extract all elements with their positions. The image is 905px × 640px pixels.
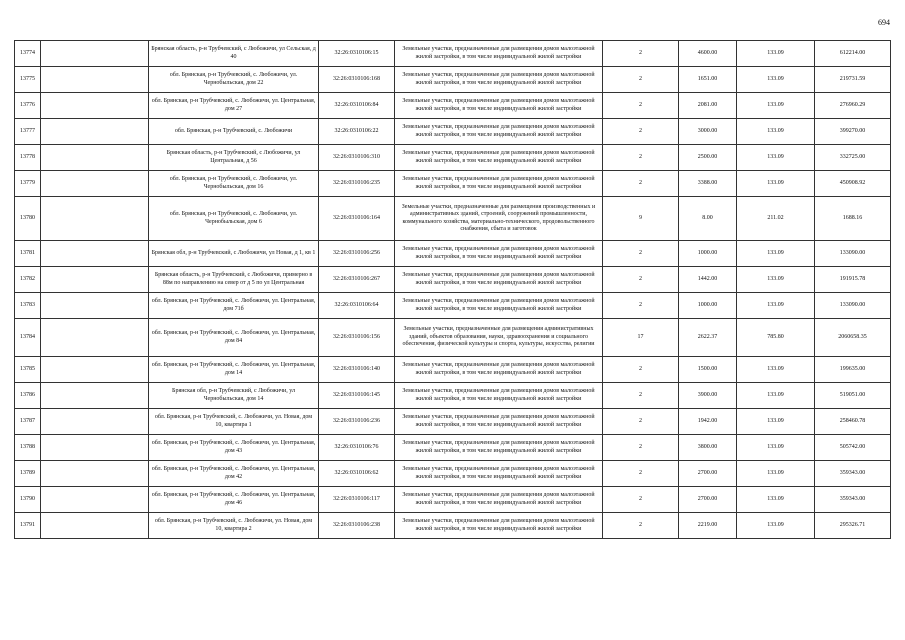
address-cell: обл. Брянская, р-н Трубчевский, с. Любожичи, ул. Чернобыльская, дом 16: [149, 171, 319, 197]
specific-value-cell: 133.09: [737, 267, 815, 293]
cadastral-number-cell: 32:26:0310106:76: [319, 435, 395, 461]
address-cell: Брянская область, р-н Трубчевский, с Любожичи, ул Центральная, д 56: [149, 145, 319, 171]
cadastral-number-cell: 32:26:0310106:310: [319, 145, 395, 171]
land-use-cell: Земельные участки, предназначенные для размещения домов малоэтажной жилой застройки, в том числе индивидуальной жилой застройки: [395, 487, 603, 513]
category-code-cell: 2: [603, 267, 679, 293]
cadastral-number-cell: 32:26:0310106:84: [319, 93, 395, 119]
empty-cell: [41, 41, 149, 67]
table-row: [15, 119, 891, 145]
table-row: [15, 357, 891, 383]
cadastral-value-cell: 359343.00: [815, 487, 891, 513]
table-row: [15, 487, 891, 513]
specific-value-cell: 133.09: [737, 357, 815, 383]
cadastral-value-cell: 133090.00: [815, 241, 891, 267]
category-code-cell: 2: [603, 435, 679, 461]
area-cell: 2219.00: [679, 513, 737, 539]
cadastral-number-cell: 32:26:0310106:62: [319, 461, 395, 487]
row-number: 13782: [15, 267, 41, 293]
row-number: 13789: [15, 461, 41, 487]
cadastral-value-cell: 219731.59: [815, 67, 891, 93]
land-use-cell: Земельные участки, предназначенные для размещения домов малоэтажной жилой застройки, в том числе индивидуальной жилой застройки: [395, 145, 603, 171]
cadastral-number-cell: 32:26:0310106:22: [319, 119, 395, 145]
address-cell: Брянская обл, р-н Трубчевский, с Любожичи, ул Новая, д 1, кв 1: [149, 241, 319, 267]
empty-cell: [41, 319, 149, 357]
table-row: [15, 513, 891, 539]
land-use-cell: Земельные участки, предназначенные для размещения домов малоэтажной жилой застройки, в том числе индивидуальной жилой застройки: [395, 383, 603, 409]
category-code-cell: 2: [603, 409, 679, 435]
address-cell: обл. Брянская, р-н Трубчевский, с. Любожичи, ул. Центральная, дом 84: [149, 319, 319, 357]
empty-cell: [41, 119, 149, 145]
category-code-cell: 2: [603, 171, 679, 197]
row-number: 13784: [15, 319, 41, 357]
land-use-cell: Земельные участки, предназначенные для размещения административных зданий, объектов образования, науки, здравоохранения и социального обеспечения, физической культуры и спорта, культуры, искусства, религии: [395, 319, 603, 357]
category-code-cell: 2: [603, 293, 679, 319]
cadastral-value-cell: 1688.16: [815, 197, 891, 241]
address-cell: обл. Брянская, р-н Трубчевский, с. Любожичи, ул. Чернобыльская, дом 22: [149, 67, 319, 93]
specific-value-cell: 133.09: [737, 293, 815, 319]
address-cell: обл. Брянская, р-н Трубчевский, с. Любожичи, ул. Центральная, дом 43: [149, 435, 319, 461]
cadastral-value-cell: 519051.00: [815, 383, 891, 409]
row-number: 13785: [15, 357, 41, 383]
land-registry-table: [14, 40, 891, 539]
empty-cell: [41, 93, 149, 119]
category-code-cell: 2: [603, 513, 679, 539]
cadastral-number-cell: 32:26:0310106:64: [319, 293, 395, 319]
empty-cell: [41, 241, 149, 267]
table-row: [15, 409, 891, 435]
address-cell: обл. Брянская, р-н Трубчевский, с. Любожичи, ул. Новая, дом 10, квартира 1: [149, 409, 319, 435]
cadastral-value-cell: 450908.92: [815, 171, 891, 197]
land-use-cell: Земельные участки, предназначенные для размещения домов малоэтажной жилой застройки, в том числе индивидуальной жилой застройки: [395, 119, 603, 145]
cadastral-number-cell: 32:26:0310106:156: [319, 319, 395, 357]
empty-cell: [41, 409, 149, 435]
land-use-cell: Земельные участки, предназначенные для размещения домов малоэтажной жилой застройки, в том числе индивидуальной жилой застройки: [395, 409, 603, 435]
address-cell: Брянская обл, р-н Трубчевский, с Любожичи, ул Чернобыльская, дом 14: [149, 383, 319, 409]
area-cell: 2622.37: [679, 319, 737, 357]
table-row: [15, 383, 891, 409]
cadastral-value-cell: 505742.00: [815, 435, 891, 461]
address-cell: обл. Брянская, р-н Трубчевский, с. Любожичи, ул. Центральная, дом 46: [149, 487, 319, 513]
address-cell: обл. Брянская, р-н Трубчевский, с. Любожичи, ул. Центральная, дом 42: [149, 461, 319, 487]
category-code-cell: 9: [603, 197, 679, 241]
empty-cell: [41, 267, 149, 293]
cadastral-value-cell: 133090.00: [815, 293, 891, 319]
area-cell: 3388.00: [679, 171, 737, 197]
specific-value-cell: 133.09: [737, 241, 815, 267]
table-row: [15, 293, 891, 319]
land-use-cell: Земельные участки, предназначенные для размещения домов малоэтажной жилой застройки, в том числе индивидуальной жилой застройки: [395, 93, 603, 119]
address-cell: обл. Брянская, р-н Трубчевский, с. Любожичи, ул. Новая, дом 10, квартира 2: [149, 513, 319, 539]
cadastral-number-cell: 32:26:0310106:15: [319, 41, 395, 67]
land-use-cell: Земельные участки, предназначенные для размещения домов малоэтажной жилой застройки, в том числе индивидуальной жилой застройки: [395, 461, 603, 487]
address-cell: Брянская область, р-н Трубчевский, с Любожичи, примерно в 88м по направлению на север от д 5 по ул Центральная: [149, 267, 319, 293]
land-use-cell: Земельные участки, предназначенные для размещения домов малоэтажной жилой застройки, в том числе индивидуальной жилой застройки: [395, 513, 603, 539]
land-use-cell: Земельные участки, предназначенные для размещения домов малоэтажной жилой застройки, в том числе индивидуальной жилой застройки: [395, 41, 603, 67]
row-number: 13788: [15, 435, 41, 461]
specific-value-cell: 133.09: [737, 119, 815, 145]
row-number: 13776: [15, 93, 41, 119]
cadastral-number-cell: 32:26:0310106:235: [319, 171, 395, 197]
empty-cell: [41, 67, 149, 93]
land-use-cell: Земельные участки, предназначенные для размещения домов малоэтажной жилой застройки, в том числе индивидуальной жилой застройки: [395, 267, 603, 293]
empty-cell: [41, 197, 149, 241]
land-use-cell: Земельные участки, предназначенные для размещения домов малоэтажной жилой застройки, в том числе индивидуальной жилой застройки: [395, 435, 603, 461]
category-code-cell: 2: [603, 67, 679, 93]
specific-value-cell: 133.09: [737, 487, 815, 513]
cadastral-value-cell: 276960.29: [815, 93, 891, 119]
area-cell: 2500.00: [679, 145, 737, 171]
cadastral-number-cell: 32:26:0310106:267: [319, 267, 395, 293]
row-number: 13777: [15, 119, 41, 145]
row-number: 13786: [15, 383, 41, 409]
category-code-cell: 2: [603, 119, 679, 145]
cadastral-number-cell: 32:26:0310106:164: [319, 197, 395, 241]
category-code-cell: 2: [603, 487, 679, 513]
page-number: 694: [878, 18, 890, 27]
cadastral-number-cell: 32:26:0310106:256: [319, 241, 395, 267]
address-cell: обл. Брянская, р-н Трубчевский, с. Любожичи: [149, 119, 319, 145]
address-cell: обл. Брянская, р-н Трубчевский, с. Любожичи, ул. Центральная, дом 71б: [149, 293, 319, 319]
land-use-cell: Земельные участки, предназначенные для размещения домов малоэтажной жилой застройки, в том числе индивидуальной жилой застройки: [395, 241, 603, 267]
land-use-cell: Земельные участки, предназначенные для размещения домов малоэтажной жилой застройки, в том числе индивидуальной жилой застройки: [395, 171, 603, 197]
table-row: [15, 197, 891, 241]
empty-cell: [41, 435, 149, 461]
empty-cell: [41, 461, 149, 487]
cadastral-value-cell: 399270.00: [815, 119, 891, 145]
specific-value-cell: 133.09: [737, 93, 815, 119]
area-cell: 1942.00: [679, 409, 737, 435]
cadastral-value-cell: 191915.78: [815, 267, 891, 293]
category-code-cell: 17: [603, 319, 679, 357]
row-number: 13790: [15, 487, 41, 513]
specific-value-cell: 211.02: [737, 197, 815, 241]
empty-cell: [41, 487, 149, 513]
table-row: [15, 461, 891, 487]
area-cell: 1000.00: [679, 241, 737, 267]
land-use-cell: Земельные участки, предназначенные для размещения домов малоэтажной жилой застройки, в том числе индивидуальной жилой застройки: [395, 67, 603, 93]
address-cell: обл. Брянская, р-н Трубчевский, с. Любожичи, ул. Центральная, дом 14: [149, 357, 319, 383]
land-use-cell: Земельные участки, предназначенные для размещения производственных и административных зданий, строений, сооружений промышленности, коммунального хозяйства, материально-технического, продовольственного снабжения, сбыта и заготовок: [395, 197, 603, 241]
area-cell: 2700.00: [679, 487, 737, 513]
table-row: [15, 267, 891, 293]
area-cell: 1442.00: [679, 267, 737, 293]
empty-cell: [41, 293, 149, 319]
land-use-cell: Земельные участки, предназначенные для размещения домов малоэтажной жилой застройки, в том числе индивидуальной жилой застройки: [395, 357, 603, 383]
empty-cell: [41, 383, 149, 409]
cadastral-number-cell: 32:26:0310106:168: [319, 67, 395, 93]
specific-value-cell: 133.09: [737, 461, 815, 487]
category-code-cell: 2: [603, 93, 679, 119]
specific-value-cell: 133.09: [737, 171, 815, 197]
area-cell: 1000.00: [679, 293, 737, 319]
cadastral-number-cell: 32:26:0310106:117: [319, 487, 395, 513]
land-use-cell: Земельные участки, предназначенные для размещения домов малоэтажной жилой застройки, в том числе индивидуальной жилой застройки: [395, 293, 603, 319]
row-number: 13780: [15, 197, 41, 241]
row-number: 13774: [15, 41, 41, 67]
table-row: [15, 171, 891, 197]
address-cell: обл. Брянская, р-н Трубчевский, с. Любожичи, ул. Чернобыльская, дом 6: [149, 197, 319, 241]
specific-value-cell: 785.80: [737, 319, 815, 357]
table-row: [15, 241, 891, 267]
area-cell: 2700.00: [679, 461, 737, 487]
specific-value-cell: 133.09: [737, 513, 815, 539]
area-cell: 4600.00: [679, 41, 737, 67]
specific-value-cell: 133.09: [737, 383, 815, 409]
specific-value-cell: 133.09: [737, 435, 815, 461]
empty-cell: [41, 145, 149, 171]
cadastral-value-cell: 295326.71: [815, 513, 891, 539]
specific-value-cell: 133.09: [737, 41, 815, 67]
table-row: [15, 67, 891, 93]
table-row: [15, 435, 891, 461]
row-number: 13791: [15, 513, 41, 539]
table-row: [15, 93, 891, 119]
empty-cell: [41, 513, 149, 539]
area-cell: 3000.00: [679, 119, 737, 145]
area-cell: 2081.00: [679, 93, 737, 119]
table-row: [15, 41, 891, 67]
row-number: 13778: [15, 145, 41, 171]
category-code-cell: 2: [603, 357, 679, 383]
category-code-cell: 2: [603, 241, 679, 267]
category-code-cell: 2: [603, 145, 679, 171]
specific-value-cell: 133.09: [737, 145, 815, 171]
cadastral-number-cell: 32:26:0310106:145: [319, 383, 395, 409]
row-number: 13787: [15, 409, 41, 435]
row-number: 13775: [15, 67, 41, 93]
cadastral-number-cell: 32:26:0310106:140: [319, 357, 395, 383]
cadastral-value-cell: 612214.00: [815, 41, 891, 67]
area-cell: 1651.00: [679, 67, 737, 93]
specific-value-cell: 133.09: [737, 67, 815, 93]
category-code-cell: 2: [603, 461, 679, 487]
row-number: 13783: [15, 293, 41, 319]
category-code-cell: 2: [603, 41, 679, 67]
cadastral-value-cell: 359343.00: [815, 461, 891, 487]
row-number: 13779: [15, 171, 41, 197]
cadastral-number-cell: 32:26:0310106:236: [319, 409, 395, 435]
empty-cell: [41, 357, 149, 383]
table-row: [15, 319, 891, 357]
category-code-cell: 2: [603, 383, 679, 409]
cadastral-value-cell: 2060658.35: [815, 319, 891, 357]
address-cell: обл. Брянская, р-н Трубчевский, с. Любожичи, ул. Центральная, дом 27: [149, 93, 319, 119]
empty-cell: [41, 171, 149, 197]
cadastral-number-cell: 32:26:0310106:238: [319, 513, 395, 539]
area-cell: 8.00: [679, 197, 737, 241]
area-cell: 3800.00: [679, 435, 737, 461]
cadastral-value-cell: 332725.00: [815, 145, 891, 171]
specific-value-cell: 133.09: [737, 409, 815, 435]
row-number: 13781: [15, 241, 41, 267]
area-cell: 3900.00: [679, 383, 737, 409]
table-row: [15, 145, 891, 171]
cadastral-value-cell: 258460.78: [815, 409, 891, 435]
address-cell: Брянская область, р-н Трубчевский, с Любожичи, ул Сельская, д 40: [149, 41, 319, 67]
cadastral-value-cell: 199635.00: [815, 357, 891, 383]
area-cell: 1500.00: [679, 357, 737, 383]
